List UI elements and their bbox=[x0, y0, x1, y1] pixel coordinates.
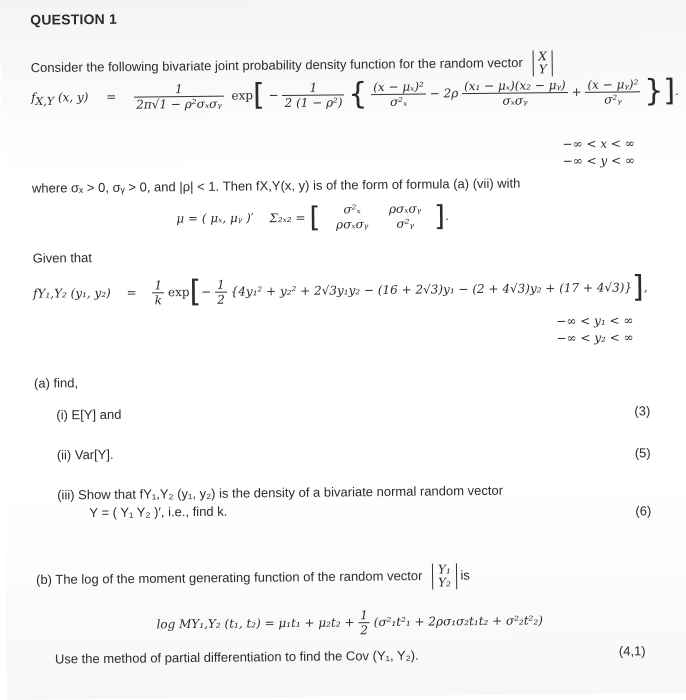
question-title: QUESTION 1 bbox=[30, 10, 118, 28]
term-x: $\frac{\text{(x − μₓ)²}}{\text{σ²ₓ}}$ bbox=[371, 80, 426, 110]
intro-sentence: Consider the following bivariate joint probability density function for the random vector bbox=[30, 54, 523, 76]
one-over-k: $\frac{1}{k}$ bbox=[152, 278, 164, 307]
log-mgf-rhs: (σ²₁t²₁ + 2ρσ₁σ₂t₁t₂ + σ²₂t²₂) bbox=[373, 613, 544, 630]
part-a-iii-line2: Y = ( Y₁ Y₂ )′, i.e., find k. bbox=[89, 503, 228, 521]
part-a-ii-marks: (5) bbox=[634, 445, 651, 461]
part-a-iii-marks: (6) bbox=[635, 503, 652, 519]
pdf-formula: $f_{X,Y}$ (x, y) = $\frac{1}{\text{2π√1 − ρ²σₓσᵧ}}$ exp[ − $\frac{1}{\text{2 (1 − ρ²)}}$ { $\frac{\text{(x − μₓ)²}}{\text{σ²ₓ}}$ − 2ρ $\frac{\text{(x₁ − μₓ)(x₂ − μᵧ)}}{\text{σₓσᵧ}}$ + $\frac{\text{(x − μᵧ)²}}{\text{σ²ᵧ}}$ }]. bbox=[30, 73, 679, 113]
pdf-normalizer: $\frac{1}{\text{2π√1 − ρ²σₓσᵧ}}$ bbox=[134, 82, 224, 112]
term-cross: $\frac{\text{(x₁ − μₓ)(x₂ − μᵧ)}}{\text{σₓσᵧ}}$ bbox=[462, 78, 568, 108]
range-y: −∞ < y < ∞ bbox=[562, 153, 635, 169]
part-b-marks: (4,1) bbox=[618, 643, 646, 659]
pdf-lhs-args: (x, y) bbox=[57, 90, 89, 105]
minus-2rho: − 2ρ bbox=[429, 86, 459, 101]
part-b-instruction: Use the method of partial differentiation to find the Cov (Y₁, Y₂). bbox=[54, 647, 419, 667]
given-lhs: fY₁,Y₂ (y₁, y₂) bbox=[33, 285, 111, 301]
plus-sign: + bbox=[571, 84, 582, 100]
part-b-label bbox=[36, 563, 470, 594]
mu-sigma-definition: μ = ( μₓ, μᵧ )′ Σ₂ₓ₂ = [ σ²ₓ ρσₓσᵧ ρσₓσᵧ σ²ᵧ ]. bbox=[176, 199, 449, 234]
range-y1: −∞ < y₁ < ∞ bbox=[556, 313, 634, 329]
log-mgf-half: $\frac{1}{2}$ bbox=[360, 608, 369, 638]
given-density: fY₁,Y₂ (y₁, y₂) = $\frac{1}{k}$ exp[− $\frac{1}{2}$ {4y₁² + y₂² + 2√3y₁y₂ − (16 + 2√3)y₁ − (2 + 4√3)y₂ + (17 + 4√3)}], bbox=[33, 269, 648, 310]
vector-top: X bbox=[538, 49, 547, 64]
range-y2: −∞ < y₂ < ∞ bbox=[556, 330, 634, 346]
log-mgf-formula bbox=[156, 606, 543, 639]
given-exp: exp bbox=[167, 285, 190, 300]
exp-keyword: exp bbox=[231, 88, 254, 103]
part-a-label: (a) find, bbox=[33, 375, 79, 391]
given-half: $\frac{1}{2}$ bbox=[216, 277, 225, 307]
vector-bottom: Y bbox=[538, 62, 547, 77]
mu-vector: μ = ( μₓ, μᵧ )′ bbox=[176, 210, 254, 226]
range-x: −∞ < x < ∞ bbox=[562, 136, 635, 152]
sigma-matrix: σ²ₓ ρσₓσᵧ ρσₓσᵧ σ²ᵧ bbox=[336, 201, 422, 232]
random-vector-xy bbox=[532, 50, 553, 76]
part-b-text: (b) The log of the moment generating function of the random vector bbox=[35, 568, 423, 588]
exp-coefficient: $\frac{1}{\text{2 (1 − ρ²)}}$ bbox=[282, 80, 344, 110]
pdf-lhs: f bbox=[30, 90, 36, 105]
sigma-lhs: Σ₂ₓ₂ = bbox=[269, 210, 306, 225]
term-y: $\frac{\text{(x − μᵧ)²}}{\text{σ²ᵧ}}$ bbox=[585, 77, 640, 107]
intro-text bbox=[31, 50, 554, 81]
given-label: Given that bbox=[32, 250, 93, 266]
random-vector-y: Y₁ Y₂ bbox=[432, 563, 457, 589]
part-a-i: (i) E[Y] and bbox=[56, 406, 122, 423]
where-condition: where σₓ > 0, σᵧ > 0, and |ρ| < 1. Then fX,Y(x, y) is of the form of formula (a) (vii) with bbox=[31, 175, 521, 196]
part-a-iii-line1: (iii) Show that fY₁,Y₂ (y₁, y₂) is the density of a bivariate normal random vector bbox=[57, 482, 504, 503]
given-quadratic: {4y₁² + y₂² + 2√3y₁y₂ − (16 + 2√3)y₁ − (2 + 4√3)y₂ + (17 + 4√3)} bbox=[230, 280, 633, 299]
part-a-ii: (ii) Var[Y]. bbox=[56, 446, 114, 463]
log-mgf-lhs: log MY₁,Y₂ (t₁, t₂) = μ₁t₁ + μ₂t₂ + bbox=[156, 615, 355, 632]
part-a-i-marks: (3) bbox=[634, 403, 651, 419]
part-b-is: is bbox=[460, 567, 470, 583]
pdf-equals: = bbox=[106, 89, 117, 104]
pdf-lhs-sub: X,Y bbox=[35, 94, 55, 109]
